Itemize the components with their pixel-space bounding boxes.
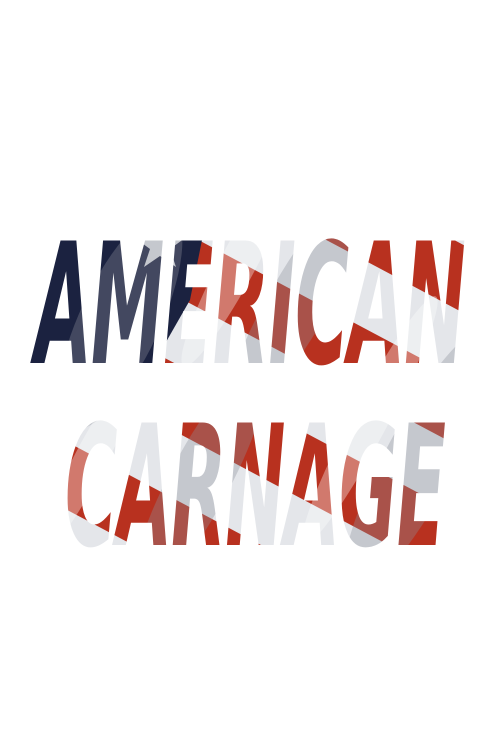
title-line-american: AMERICAN xyxy=(30,207,466,403)
title-line-carnage: CARNAGE xyxy=(65,389,446,585)
